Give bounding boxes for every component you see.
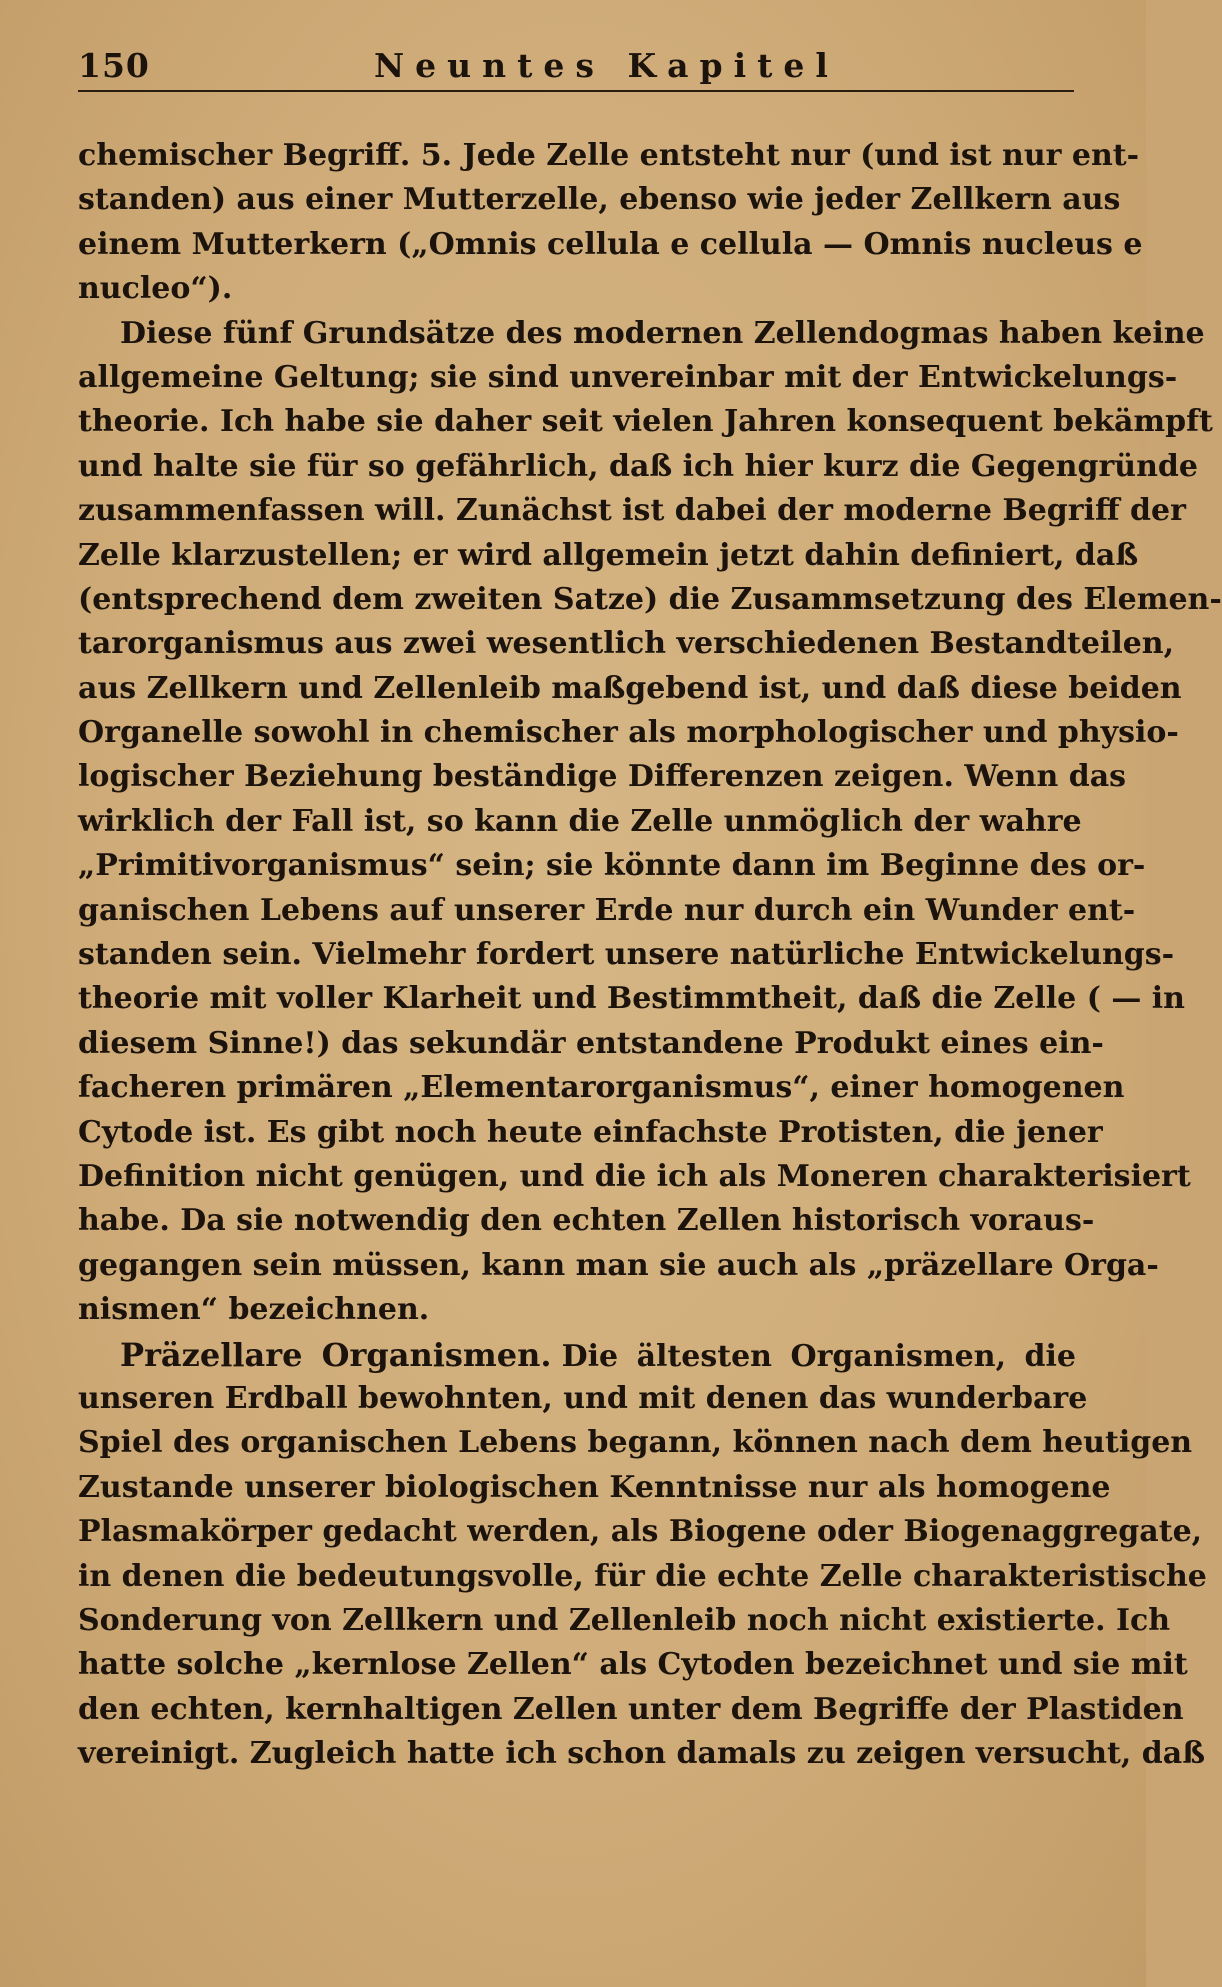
text-line: logischer Beziehung beständige Differenzen zeigen. Wenn das (78, 759, 1127, 795)
text-line: aus Zellkern und Zellenleib maßgebend ist, und daß diese beiden (78, 670, 1182, 706)
text-line: Definition nicht genügen, und die ich als Moneren charakterisiert (78, 1158, 1191, 1194)
body-text (78, 134, 1222, 1776)
text-line: theorie mit voller Klarheit und Bestimmtheit, daß die Zelle ( — in (78, 981, 1185, 1017)
text-line: Sonderung von Zellkern und Zellenleib noch nicht existierte. Ich (78, 1602, 1171, 1638)
text-line: tarorganismus aus zwei wesentlich verschiedenen Bestandteilen, (78, 626, 1175, 662)
text-line: und halte sie für so gefährlich, daß ich hier kurz die Gegengründe (78, 448, 1198, 484)
text-line: Spiel des organischen Lebens begann, können nach dem heutigen (78, 1425, 1193, 1461)
text-line: diesem Sinne!) das sekundär entstandene Produkt eines ein- (78, 1025, 1104, 1061)
paragraph-five-principles (78, 312, 1222, 1333)
paragraph-zell-dogma-end (78, 134, 1143, 312)
text-line: standen) aus einer Mutterzelle, ebenso wie jeder Zellkern aus (78, 182, 1121, 218)
text-line: facheren primären „Elementarorganismus“, einer homogenen (78, 1070, 1125, 1106)
chapter-title: Neuntes Kapitel (374, 46, 839, 85)
text-line-fragment: Die ältesten Organismen, die (561, 1338, 1076, 1374)
text-line: Diese fünf Grundsätze des modernen Zellendogmas haben keine (120, 315, 1205, 351)
text-line: Plasmakörper gedacht werden, als Biogene oder Biogenaggregate, (78, 1514, 1203, 1550)
text-line: nismen“ bezeichnen. (78, 1292, 430, 1328)
text-line: gegangen sein müssen, kann man sie auch als „präzellare Orga- (78, 1247, 1159, 1283)
text-line: in denen die bedeutungsvolle, für die echte Zelle charakteristische (78, 1558, 1207, 1594)
text-line: vereinigt. Zugleich hatte ich schon damals zu zeigen versucht, daß (78, 1736, 1205, 1772)
section-first-line (78, 1333, 1076, 1377)
text-line: „Primitivorganismus“ sein; sie könnte dann im Beginne des or- (78, 848, 1146, 884)
text-line: habe. Da sie notwendig den echten Zellen historisch voraus- (78, 1203, 1095, 1239)
text-line: Organelle sowohl in chemischer als morphologischer und physio- (78, 715, 1179, 751)
text-line: ganischen Lebens auf unserer Erde nur durch ein Wunder ent- (78, 892, 1136, 928)
text-line: standen sein. Vielmehr fordert unsere natürliche Entwickelungs- (78, 937, 1175, 973)
text-line: unseren Erdball bewohnten, und mit denen das wunderbare (78, 1380, 1088, 1416)
text-line: chemischer Begriff. 5. Jede Zelle entsteht nur (und ist nur ent- (78, 138, 1140, 173)
page-number: 150 (78, 46, 150, 85)
text-line: zusammenfassen will. Zunächst ist dabei der moderne Begriff der (78, 493, 1186, 529)
text-line: wirklich der Fall ist, so kann die Zelle unmöglich der wahre (78, 803, 1082, 839)
paragraph-praezellare-organismen (78, 1333, 1207, 1777)
text-line: theorie. Ich habe sie daher seit vielen Jahren konsequent bekämpft (78, 404, 1213, 440)
text-line: (entsprechend dem zweiten Satze) die Zusammsetzung des Elemen- (78, 581, 1222, 617)
text-line: Zustande unserer biologischen Kenntnisse nur als homogene (78, 1469, 1111, 1505)
text-line: allgemeine Geltung; sie sind unvereinbar mit der Entwickelungs- (78, 359, 1178, 395)
running-head (78, 40, 1074, 92)
text-line: hatte solche „kernlose Zellen“ als Cytoden bezeichnet und sie mit (78, 1647, 1188, 1683)
text-line: Cytode ist. Es gibt noch heute einfachste Protisten, die jener (78, 1114, 1103, 1150)
text-line: Zelle klarzustellen; er wird allgemein jetzt dahin definiert, daß (78, 537, 1139, 573)
text-line: einem Mutterkern („Omnis cellula e cellula — Omnis nucleus e (78, 226, 1143, 262)
text-line: den echten, kernhaltigen Zellen unter dem Begriffe der Plastiden (78, 1691, 1184, 1727)
section-heading: Präzellare Organismen. (120, 1335, 552, 1374)
text-line: nucleo“). (78, 271, 233, 307)
